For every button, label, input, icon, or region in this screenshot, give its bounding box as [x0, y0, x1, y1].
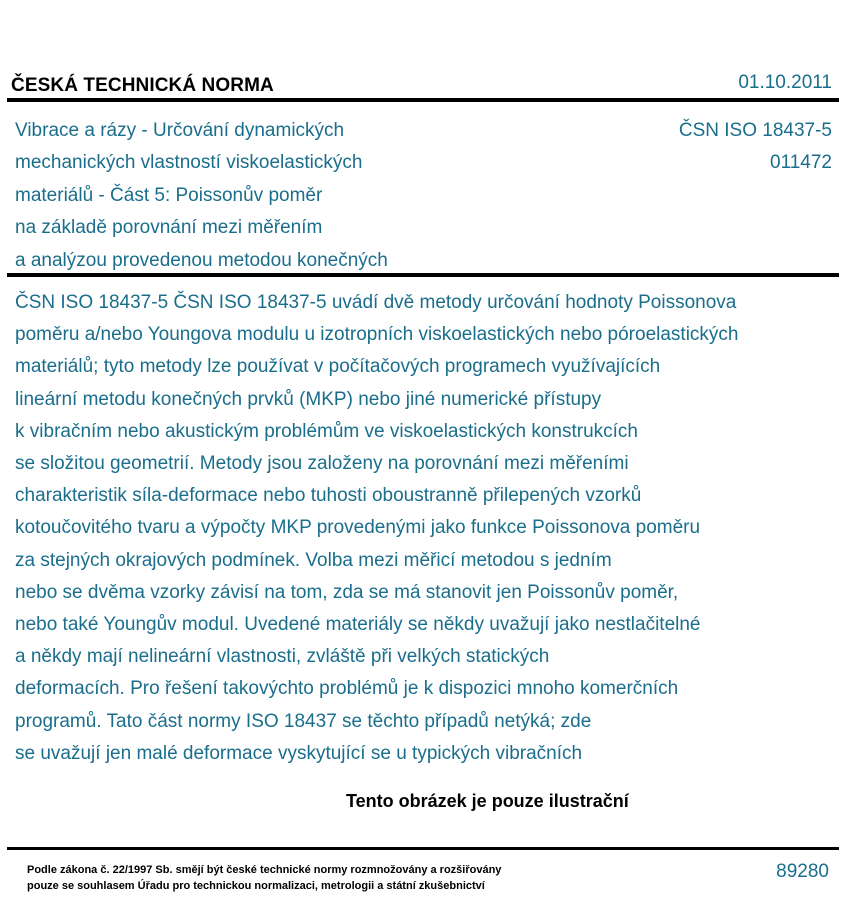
abstract-line: se složitou geometrií. Metody jsou založeny na porovnání mezi měřeními [15, 453, 629, 475]
norm-title-line: a analýzou provedenou metodou konečných [15, 249, 388, 271]
abstract-line: a někdy mají nelineární vlastnosti, zvláště při velkých statických [15, 646, 550, 668]
abstract-line: lineární metodu konečných prvků (MKP) nebo jiné numerické přístupy [15, 388, 602, 410]
norm-title-line: Vibrace a rázy - Určování dynamických [15, 120, 345, 141]
abstract-line: deformacích. Pro řešení takovýchto problémů je k dispozici mnoho komerčních [15, 678, 679, 700]
bottom-divider [7, 847, 839, 850]
norm-class-number: 011472 [770, 152, 832, 174]
norm-title-line: mechanických vlastností viskoelastických [15, 152, 363, 174]
norm-code: ČSN ISO 18437-5 [678, 120, 832, 141]
abstract-line: nebo také Youngův modul. Uvedené materiály se někdy uvažují jako nestlačitelné [15, 614, 701, 636]
illustration-notice: Tento obrázek je pouze ilustrační [346, 791, 629, 811]
norm-identifiers [679, 115, 832, 180]
abstract-line: programů. Tato část normy ISO 18437 se těchto případů netýká; zde [15, 710, 592, 732]
legal-notice-line: pouze se souhlasem Úřadu pro technickou normalizaci, metrologii a státní zkušebnictví [27, 880, 485, 892]
document-header-title: ČESKÁ TECHNICKÁ NORMA [11, 75, 274, 96]
abstract-line: za stejných okrajových podmínek. Volba mezi měřicí metodou s jedním [15, 549, 612, 571]
issue-date: 01.10.2011 [738, 72, 832, 93]
abstract-line: nebo se dvěma vzorky závisí na tom, zda se má stanovit jen Poissonův poměr, [15, 581, 679, 603]
abstract-line: poměru a/nebo Youngova modulu u izotropních viskoelastických nebo póroelastických [15, 324, 739, 346]
abstract-line: k vibračním nebo akustickým problémům ve viskoelastických konstrukcích [15, 420, 639, 442]
middle-divider [7, 273, 839, 277]
norm-title-line: materiálů - Část 5: Poissonův poměr [15, 184, 323, 206]
abstract-line: kotoučovitého tvaru a výpočty MKP provedenými jako funkce Poissonova poměru [15, 517, 701, 539]
top-divider [7, 98, 839, 102]
abstract-line: materiálů; tyto metody lze používat v počítačových programech využívajících [15, 356, 661, 378]
norm-title [15, 115, 475, 277]
abstract-line: se uvažují jen malé deformace vyskytující se u typických vibračních [15, 742, 583, 764]
legal-notice [27, 862, 501, 894]
norm-title-line: na základě porovnání mezi měřením [15, 217, 323, 239]
norm-abstract [15, 287, 845, 770]
document-id: 89280 [776, 861, 829, 882]
abstract-line: charakteristik síla-deformace nebo tuhosti oboustranně přilepených vzorků [15, 485, 642, 507]
legal-notice-line: Podle zákona č. 22/1997 Sb. smějí být české technické normy rozmnožovány a rozšiřovány [27, 864, 502, 876]
abstract-line: ČSN ISO 18437-5 ČSN ISO 18437-5 uvádí dvě metody určování hodnoty Poissonova [15, 292, 737, 313]
